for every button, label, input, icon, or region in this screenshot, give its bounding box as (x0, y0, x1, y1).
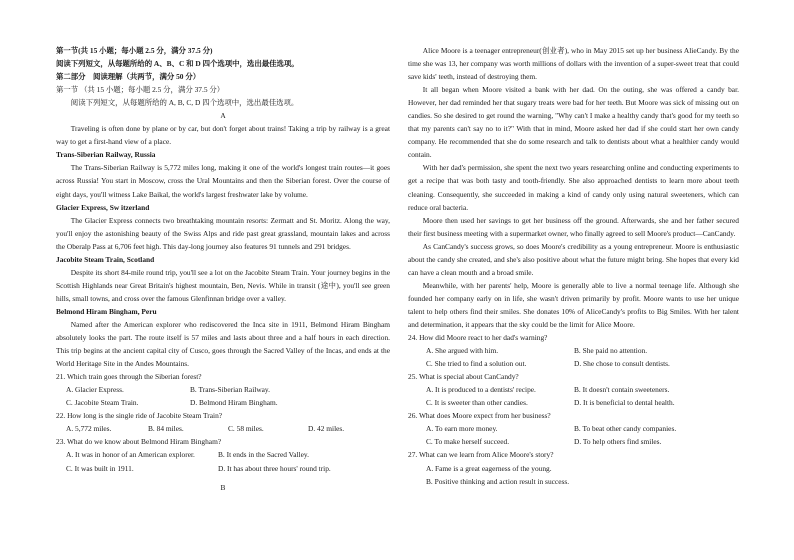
section-heading-2: 第一节 （共 15 小题；每小题 2.5 分，满分 37.5 分） (56, 85, 225, 95)
left-column (56, 44, 390, 494)
q21-option-d: D. Belmond Hiram Bingham. (190, 398, 278, 408)
q27-option-b: B. Positive thinking and action result in success. (426, 476, 570, 486)
train-3-title: Jacobite Steam Train, Scotland (56, 254, 155, 264)
q23-options-row1 (56, 448, 390, 461)
q25-option-d: D. It is beneficial to dental health. (574, 398, 675, 408)
passage-a-label: A (220, 111, 226, 121)
passage-a-intro: Traveling is often done by plane or by car, but don't forget about trains! Taking a trip by railway is a great way to get a first-hand view of a place. (56, 124, 390, 147)
train-4-body: Named after the American explorer who rediscovered the Inca site in 1911, Belmond Hiram Bingham absolutely looks the part. The route itself is 57 miles and lasts about three and a half hours in each direction. This trip begins at the ancient capital city of Cusco, goes through the Sacred Valley of the Incas, and ends at the World Heritage Site in the Andes Mountains. (56, 319, 390, 369)
train-2-title: Glacier Express, Sw itzerland (56, 202, 150, 212)
q21-options-row1 (56, 383, 390, 396)
q23-option-a: A. It was in honor of an American explorer. (66, 450, 195, 460)
q21-options-row2 (56, 396, 390, 409)
q26-option-b: B. To beat other candy companies. (574, 424, 677, 434)
q26-option-d: D. To help others find smiles. (574, 437, 662, 447)
instruction: 阅读下列短文，从每题所给的 A、B、C 和 D 四个选项中，选出最佳选项。 (56, 59, 299, 69)
q25-option-b: B. It doesn't contain sweeteners. (574, 385, 670, 395)
q24-options-row1 (408, 344, 739, 357)
q25-option-a: A. It is produced to a dentists' recipe. (426, 385, 536, 395)
q22-option-c: C. 58 miles. (228, 424, 264, 434)
passage-b-para-2: It all began when Moore visited a bank with her dad. On the outing, she was offered a candy bar. However, her dad reminded her that sugary treats were bad for her teeth. But Moore was sick of missing out on candies. So she desired to get round the warning, "Why can't I make a healthy candy that's good for my teeth so that my parents can't say no to it?" With that in mind, Moore asked her dad if she could start her own candy company. He recommended that she do some research and talk to dentists about what a healthier candy would contain. (408, 85, 739, 160)
question-22: 22. How long is the single ride of Jacobite Steam Train? (56, 411, 223, 421)
q22-option-d: D. 42 miles. (308, 424, 345, 434)
q21-option-b: B. Trans-Siberian Railway. (190, 385, 270, 395)
question-24: 24. How did Moore react to her dad's warning? (408, 333, 548, 343)
q23-option-c: C. It was built in 1911. (66, 463, 134, 473)
q26-option-a: A. To earn more money. (426, 424, 498, 434)
passage-b-para-6: Meanwhile, with her parents' help, Moore is generally able to live a normal teenage life. Although she founded her company early on in life, she wasn't driven primarily by profit. Moore wants to use her unique talent to help others find their smiles. She donates 10% of AliceCandy's profits to Big Smiles. With her talent and determination, it appears that the sky could be the limit for Alice Moore. (408, 280, 739, 329)
passage-b-para-5: As CanCandy's success grows, so does Moore's credibility as a young entrepreneur. Moore is enthusiastic about the candy she created, and she's also positive about what the future might bring. She hopes that every kid can have a clean mouth and a broad smile. (408, 241, 739, 277)
q22-options (56, 422, 390, 435)
q23-option-b: B. It ends in the Sacred Valley. (218, 450, 309, 460)
q21-option-a: A. Glacier Express. (66, 385, 124, 395)
passage-b-label: B (220, 482, 226, 492)
q24-option-b: B. She paid no attention. (574, 346, 648, 356)
q26-options-row1 (408, 422, 739, 435)
passage-b-para-4: Moore then used her savings to get her business off the ground. Afterwards, she and her father secured their first business meeting with a supermarket owner, who finally agreed to sell Moore's product—CanCandy. (408, 215, 739, 238)
q27-option-a: A. Fame is a great eagerness of the young. (426, 463, 552, 473)
q26-options-row2 (408, 435, 739, 448)
instruction-2: 阅读下列短文，从每题所给的 A, B, C, D 四个选项中，选出最佳选项。 (70, 98, 299, 108)
q24-options-row2 (408, 357, 739, 370)
part-heading: 第二部分 阅读理解（共两节，满分 50 分） (56, 72, 201, 82)
q21-option-c: C. Jacobite Steam Train. (66, 398, 139, 408)
question-27: 27. What can we learn from Alice Moore's story? (408, 450, 554, 460)
right-column (408, 44, 739, 488)
train-1-body: The Trans-Siberian Railway is 5,772 miles long, making it one of the world's longest train routes—it goes across Russia! You start in Moscow, cross the Ural Mountains and then the Siberian forest. Over the course of eight days, you'll witness Lake Baikal, the world's largest freshwater lake by volume. (56, 163, 390, 199)
q26-option-c: C. To make herself succeed. (426, 437, 510, 447)
train-2-body: The Glacier Express connects two breathtaking mountain resorts: Zermatt and St. Moritz. Along the way, you'll enjoy the astonishing beauty of the Swiss Alps and ride past great grassland, mountain lakes and across the Oberalp Pass at 6,706 feet high. This day-long journey also features 91 tunnels and 291 bridges. (56, 215, 390, 251)
q23-option-d: D. It has about three hours' round trip. (218, 463, 331, 473)
question-21: 21. Which train goes through the Siberian forest? (56, 372, 202, 382)
q24-option-d: D. She chose to consult dentists. (574, 359, 670, 369)
q25-options-row1 (408, 383, 739, 396)
section-heading: 第一节(共 15 小题；每小题 2.5 分，满分 37.5 分) (56, 46, 213, 55)
question-23: 23. What do we know about Belmond Hiram Bingham? (56, 437, 222, 447)
q24-option-a: A. She argued with him. (426, 346, 499, 356)
q24-option-c: C. She tried to find a solution out. (426, 359, 527, 369)
q22-option-b: B. 84 miles. (148, 424, 184, 434)
q25-option-c: C. It is sweeter than other candies. (426, 398, 528, 408)
question-25: 25. What is special about CanCandy? (408, 372, 519, 382)
q25-options-row2 (408, 396, 739, 409)
q23-options-row2 (56, 462, 390, 475)
question-26: 26. What does Moore expect from her business? (408, 411, 551, 421)
passage-b-para-1: Alice Moore is a teenager entrepreneur(创业者), who in May 2015 set up her business AlieCandy. By the time she was 13, her company was worth millions of dollars with the invention of a super-sweet treat that could save kids' teeth, instead of destroying them. (408, 46, 739, 82)
q22-option-a: A. 5,772 miles. (66, 424, 112, 434)
passage-b-para-3: With her dad's permission, she spent the next two years researching online and conducting experiments to get a recipe that was both tasty and tooth-friendly. She also approached dentists to learn more about teeth cleaning. Consequently, she succeeded in making a kind of candy only using natural sweeteners, which can reduce oral bacteria. (408, 163, 739, 212)
train-4-title: Belmond Hiram Bingham, Peru (56, 306, 157, 316)
train-3-body: Despite its short 84-mile round trip, you'll see a lot on the Jacobite Steam Train. Your journey begins in the Scottish Highlands near Great Britain's highest mountain, Ben, Nevis. While in transit (途中), you'll see green hills, small towns, and cross over the famous Glenfinnan bridge over a valley. (56, 267, 390, 303)
train-1-title: Trans-Siberian Railway, Russia (56, 150, 156, 160)
